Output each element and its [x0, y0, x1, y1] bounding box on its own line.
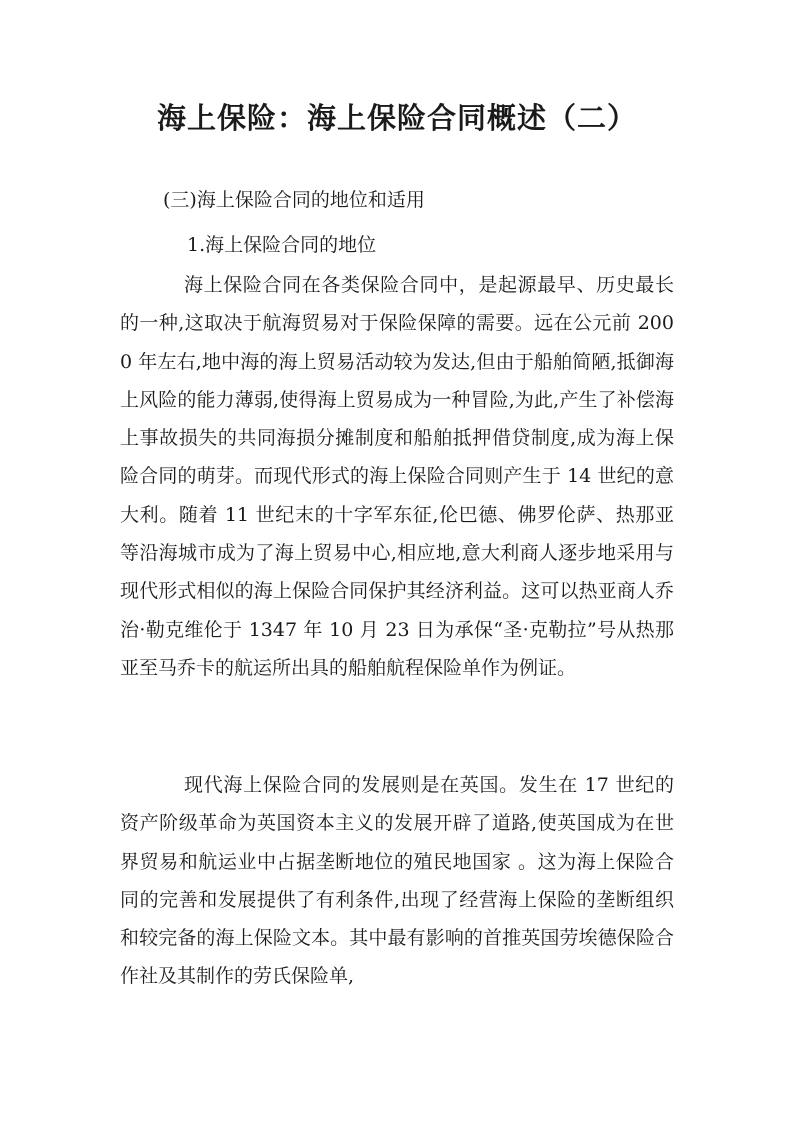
- body-paragraph: 现代海上保险合同的发展则是在英国。发生在 17 世纪的资产阶级革命为英国资本主义的发展开辟了道路,使英国成为在世界贸易和航运业中占据垄断地位的殖民地国家 。这为海上保险合同的完善和发展提供了有利条件,出现了经营海上保险的垄断组织和较完备的海上保险文本。其中最有影响的首推英国劳埃德保险合作社及其制作的劳氏保险单,: [120, 774, 674, 988]
- subsection-heading: 1.海上保险合同的地位: [187, 234, 377, 256]
- document-title: 海上保险：海上保险合同概述（二）: [156, 101, 637, 135]
- section-heading: (三)海上保险合同的地位和适用: [163, 189, 425, 211]
- body-paragraph: 海上保险合同在各类保险合同中，是起源最早、历史最长的一种,这取决于航海贸易对于保险保障的需要。远在公元前 2000 年左右,地中海的海上贸易活动较为发达,但由于船舶简陋,抵御海上风险的能力薄弱,使得海上贸易成为一种冒险,为此,产生了补偿海上事故损失的共同海损分摊制度和船舶抵押借贷制度,成为海上保险合同的萌芽。而现代形式的海上保险合同则产生于 14 世纪的意大利。随着 11 世纪末的十字军东征,伦巴德、佛罗伦萨、热那亚等沿海城市成为了海上贸易中心,相应地,意大利商人逐步地采用与现代形式相似的海上保险合同保护其经济利益。这可以热亚商人乔治·勒克维伦于 1347 年 10 月 23 日为承保“圣·克勒拉”号从热那亚至马乔卡的航运所出具的船舶航程保险单作为例证。: [120, 274, 674, 679]
